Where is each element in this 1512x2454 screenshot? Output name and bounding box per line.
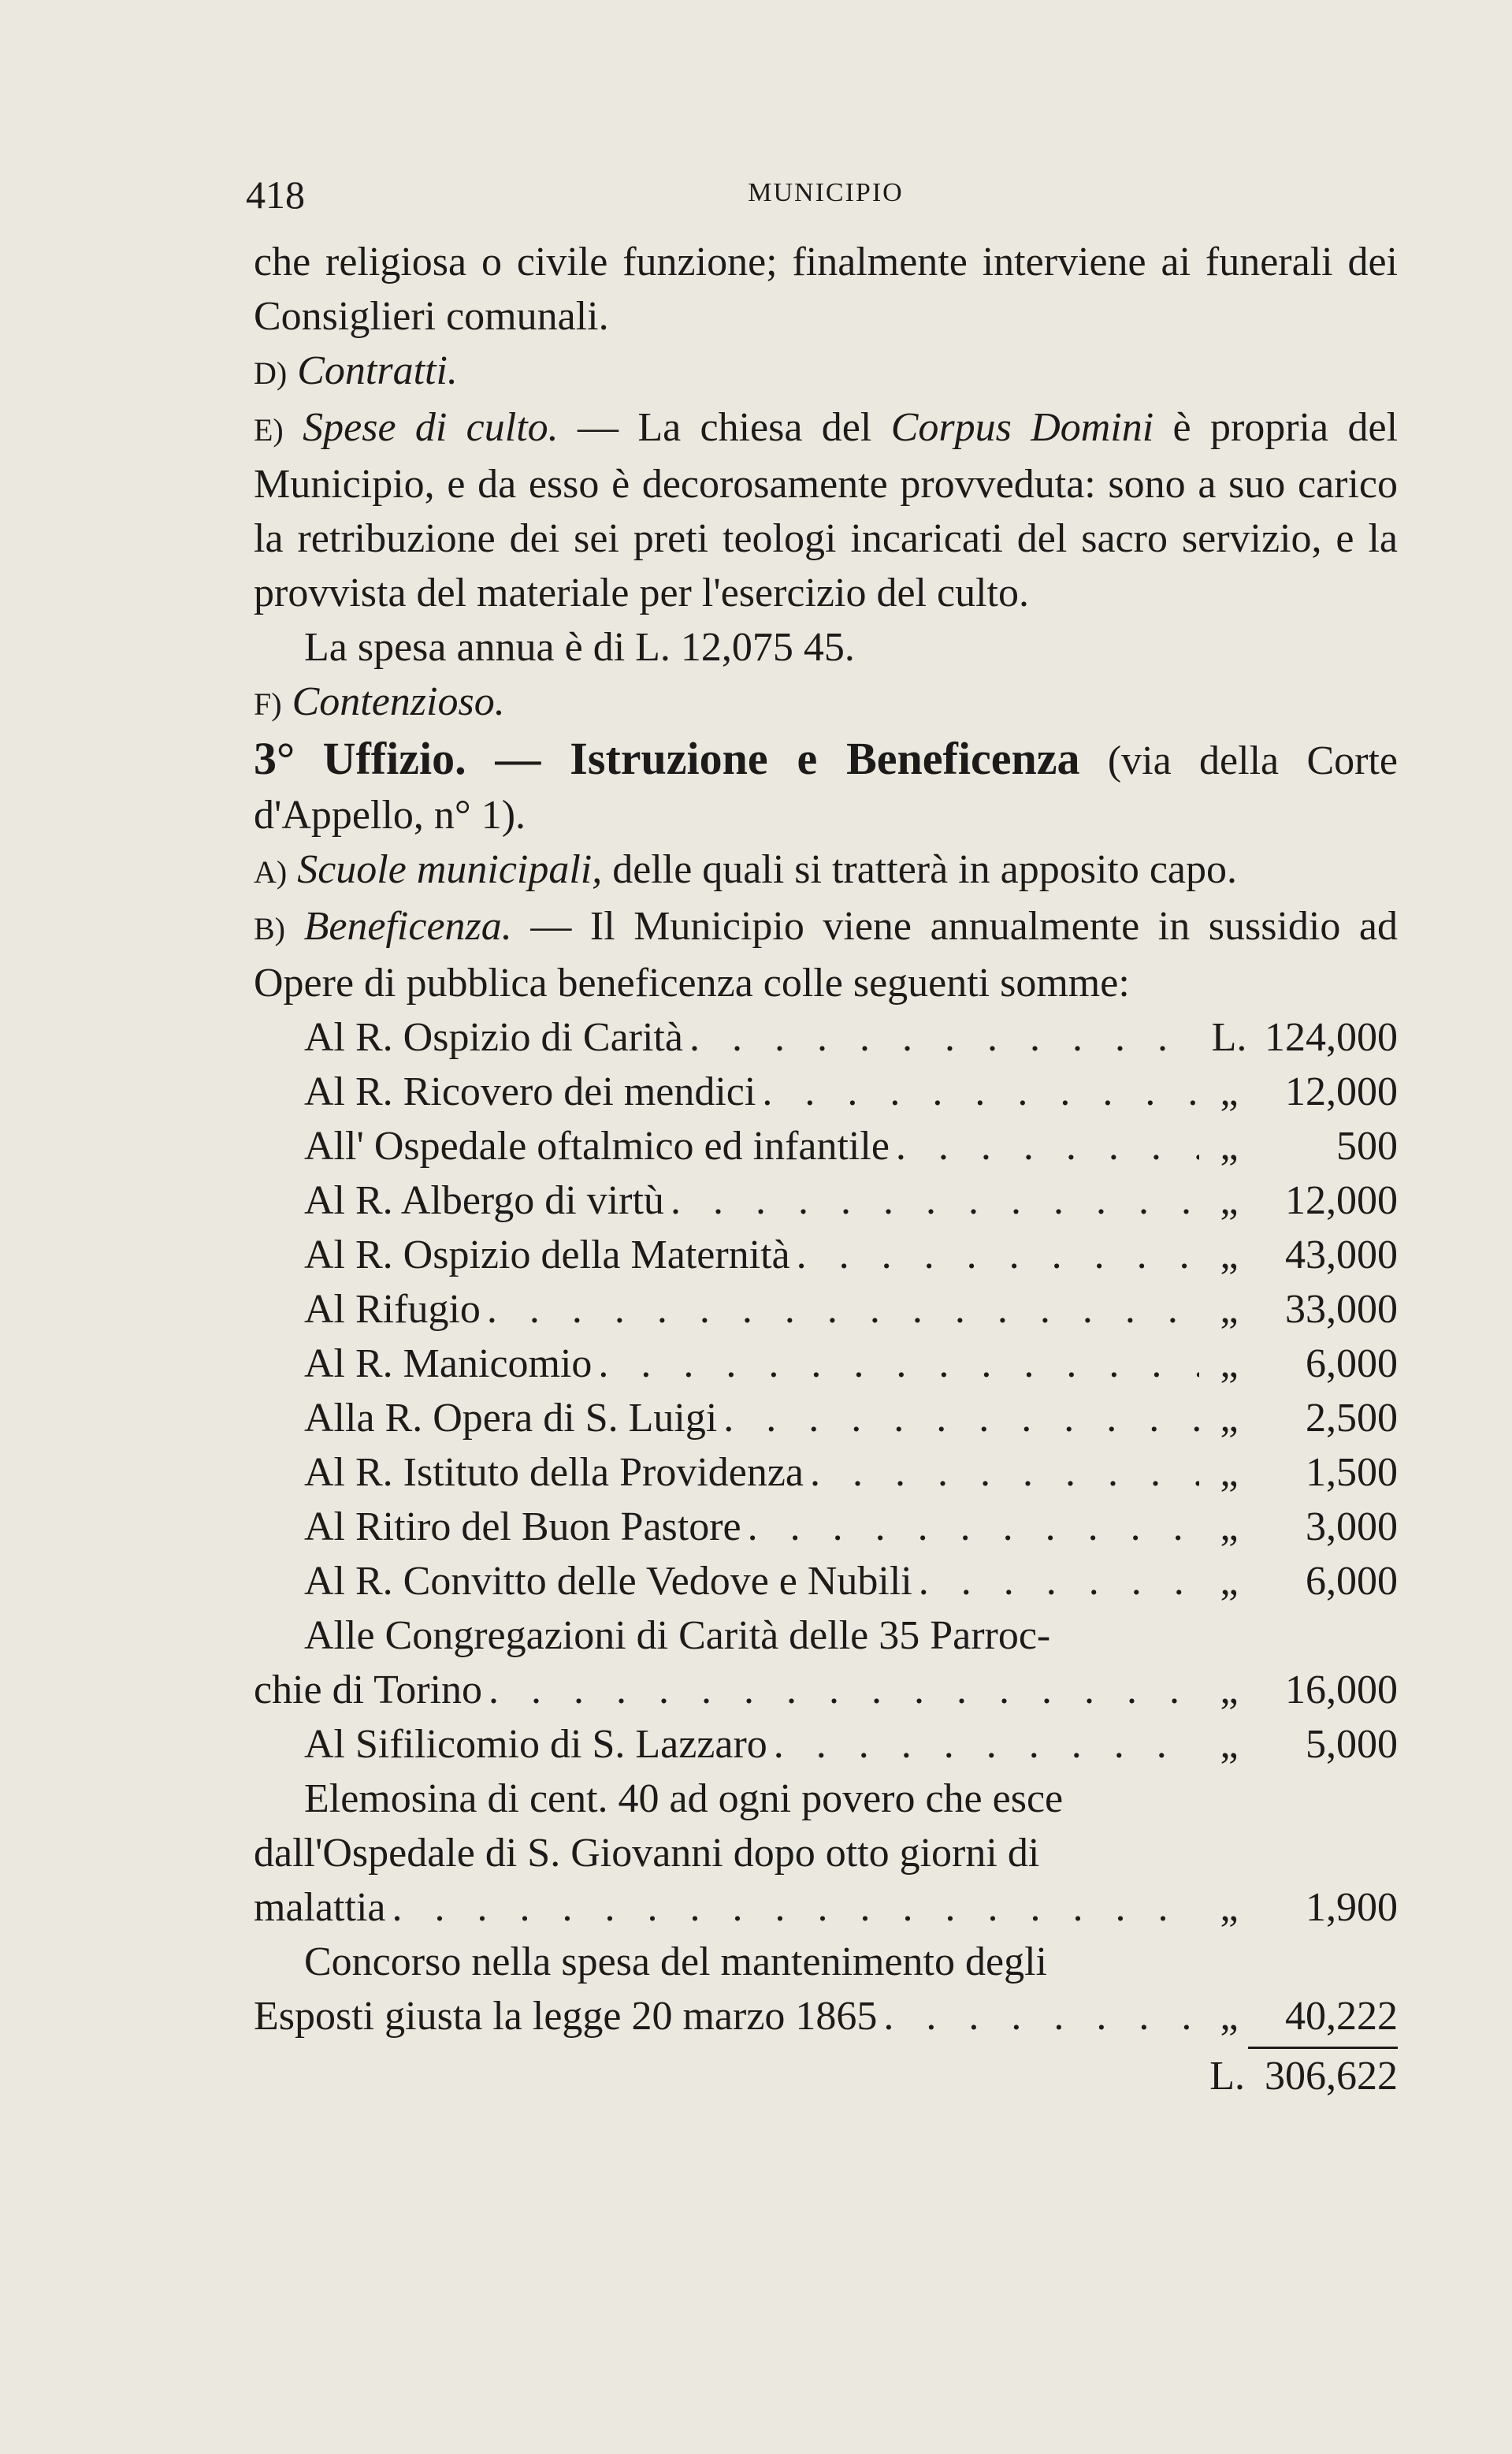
item-f — [254, 675, 1398, 731]
beneficenza-list — [254, 1010, 1398, 2103]
section-address: (via della Corte d'Appello, n° 1). — [254, 738, 1398, 838]
item-f-title: Contenzioso. — [292, 679, 505, 724]
list-item: Al R. Manicomio . . . „ 6,000 — [254, 1337, 1398, 1391]
item-e-corpus: Corpus Domini — [890, 405, 1154, 450]
list-item-congregazioni: Alle Congregazioni di Carità delle 35 Parroc- chie di Torino . . . „ 16,000 — [254, 1608, 1398, 1717]
spesa-line: La spesa annua è di L. 12,075 45. — [304, 625, 855, 670]
item-e-label: E) — [254, 412, 284, 448]
item-a — [254, 842, 1398, 899]
section-title: Uffizio. — Istruzione e Beneficenza — [322, 733, 1080, 784]
item-e — [254, 400, 1398, 620]
list-item: Alla R. Opera di S. Luigi . . . „ 2,500 — [254, 1391, 1398, 1445]
total-amount: 306,622 — [1265, 2054, 1398, 2099]
section-heading — [254, 731, 1398, 842]
list-item: Al R. Convitto delle Vedove e Nubili . . . „ 6,000 — [254, 1554, 1398, 1608]
list-item-elemosina: Elemosina di cent. 40 ad ogni povero che esce dall'Ospedale di S. Giovanni dopo otto giorni di malattia . . . „ 1,900 — [254, 1772, 1398, 1935]
running-title: MUNICIPIO — [748, 178, 904, 207]
list-item: Al Rifugio . . . „ 33,000 — [254, 1282, 1398, 1337]
item-b-label: B) — [254, 911, 285, 946]
item-d-title: Contratti. — [297, 348, 458, 393]
list-item: All' Ospedale oftalmico ed infantile . . . „ 500 — [254, 1119, 1398, 1173]
item-b-text: — Il Municipio viene annualmente in sussidio ad Opere di pubblica beneficenza colle seguenti somme: — [254, 904, 1399, 1006]
total-row — [254, 2049, 1398, 2103]
item-e-text-2: è propria del Municipio, e da esso è decorosamente provveduta: sono a suo carico la retribuzione dei sei preti teologi incaricati del sacro servizio, e la provvista del materiale per l'esercizio del culto. — [254, 405, 1399, 615]
page-number: 418 — [246, 173, 305, 217]
item-a-text: delle quali si tratterà in apposito capo. — [602, 847, 1237, 892]
list-item: Al Ritiro del Buon Pastore . . . „ 3,000 — [254, 1500, 1398, 1554]
list-item: Al R. Ricovero dei mendici . . . „ 12,000 — [254, 1065, 1398, 1119]
section-number: 3° — [254, 733, 295, 784]
list-item: Al R. Albergo di virtù . . . „ 12,000 — [254, 1173, 1398, 1228]
item-a-label: A) — [254, 854, 288, 890]
item-a-title: Scuole municipali, — [297, 847, 603, 892]
total-currency: L. — [1209, 2054, 1245, 2099]
item-e-text-1: — La chiesa del — [558, 405, 891, 450]
running-head — [246, 172, 1398, 235]
page-body — [254, 235, 1398, 2103]
list-item: Al R. Ospizio di Carità . . . L. 124,000 — [254, 1010, 1398, 1065]
item-b — [254, 899, 1398, 1010]
item-d-label: D) — [254, 355, 288, 391]
item-b-title: Beneficenza. — [303, 904, 512, 949]
item-f-label: F) — [254, 686, 282, 722]
paragraph-intro: che religiosa o civile funzione; finalmente interviene ai funerali dei Consiglieri comunali. — [254, 240, 1398, 339]
list-item: Al R. Ospizio della Maternità . . . „ 43,000 — [254, 1228, 1398, 1282]
item-e-title: Spese di culto. — [303, 405, 559, 450]
list-item-sifilicomio: Al Sifilicomio di S. Lazzaro . . . „ 5,000 — [254, 1717, 1398, 1772]
list-item: Al R. Istituto della Providenza . . . „ 1,500 — [254, 1445, 1398, 1500]
item-d — [254, 344, 1398, 400]
list-item-concorso: Concorso nella spesa del mantenimento degli Esposti giusta la legge 20 marzo 1865 . . . „ 40,222 — [254, 1935, 1398, 2043]
text-column — [246, 172, 1399, 2103]
